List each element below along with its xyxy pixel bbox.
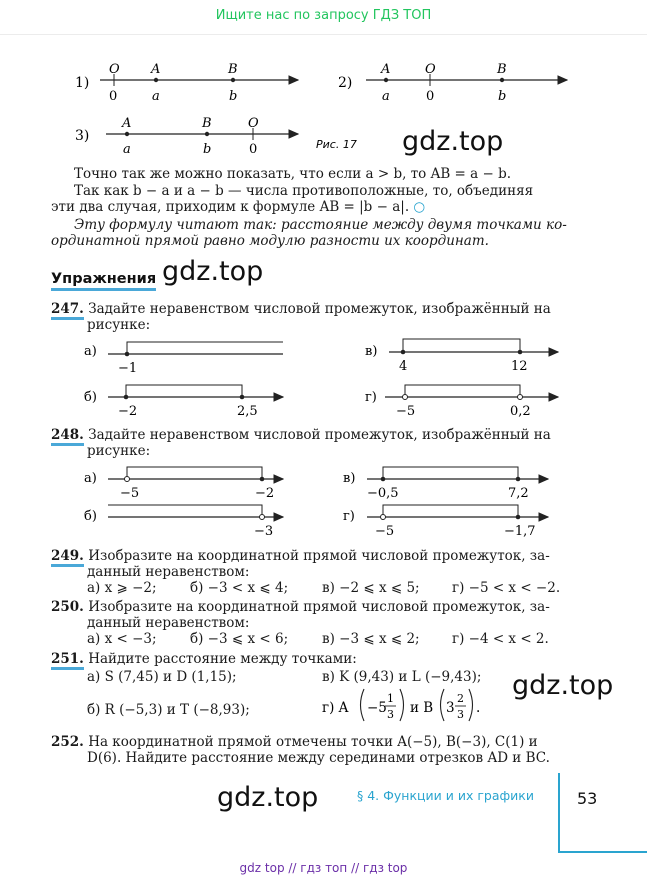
ex247-b-label: б) bbox=[84, 390, 97, 405]
ex251-g bbox=[320, 683, 490, 729]
ex247-v-label: в) bbox=[365, 344, 378, 359]
svg-text:.: . bbox=[476, 700, 481, 716]
number-line-1 bbox=[75, 62, 298, 104]
ex251-g-a-int: −5 bbox=[367, 700, 387, 716]
ex248-v-tick1: −0,5 bbox=[367, 486, 399, 501]
ex248-b-label: б) bbox=[84, 509, 97, 524]
ex251-g-mid: и B bbox=[410, 700, 434, 716]
top-banner-text: Ищите нас по запросу ГДЗ ТОП bbox=[215, 8, 432, 23]
ex250-g: г) −4 < x < 2. bbox=[452, 631, 549, 647]
page-number-frame bbox=[558, 773, 647, 853]
line-2-A: A bbox=[381, 62, 391, 77]
exercise-249-text2: данный неравенством: bbox=[87, 564, 250, 580]
figure-caption: Рис. 17 bbox=[316, 138, 357, 151]
ex248-v-tick2: 7,2 bbox=[508, 486, 529, 501]
line-1-B: B bbox=[228, 62, 238, 77]
section-title: Упражнения bbox=[51, 270, 156, 291]
line-1-a: a bbox=[152, 89, 160, 104]
line-2-number: 2) bbox=[338, 75, 353, 91]
ex247-g-tick1: −5 bbox=[396, 404, 416, 419]
line-3-a: a bbox=[123, 142, 131, 157]
watermark: gdz.top bbox=[512, 670, 614, 701]
exercise-251-text1: Найдите расстояние между точками: bbox=[88, 651, 357, 667]
ex251-g-prefix: г) A bbox=[322, 700, 349, 716]
exercise-249-number: 249. bbox=[51, 548, 84, 567]
ex249-g: г) −5 < x < −2. bbox=[452, 580, 561, 596]
exercise-252-number: 252. bbox=[51, 734, 84, 750]
line-1-O: O bbox=[109, 62, 120, 77]
ex247-b-tick2: 2,5 bbox=[237, 404, 258, 419]
line-1-b: b bbox=[229, 89, 238, 104]
ex248-v-label: в) bbox=[343, 471, 356, 486]
ex250-v: в) −3 ⩽ x ⩽ 2; bbox=[322, 631, 420, 647]
paragraph-2a: Так как b − a и a − b — числа противоположные, то, объединяя bbox=[74, 183, 534, 199]
ex247-g-label: г) bbox=[365, 390, 377, 405]
ex251-v: в) K (9,43) и L (−9,43); bbox=[322, 669, 482, 685]
line-2-B: B bbox=[497, 62, 507, 77]
ex247-a-label: а) bbox=[84, 344, 97, 359]
ex250-b: б) −3 ⩽ x < 6; bbox=[190, 631, 289, 647]
line-2-O: O bbox=[425, 62, 436, 77]
ex251-g-b-den: 3 bbox=[457, 708, 464, 721]
ex251-g-a-num: 1 bbox=[387, 692, 394, 705]
exercise-252-text1: На координатной прямой отмечены точки A(−5), B(−3), C(1) и bbox=[88, 734, 538, 750]
ex251-a: а) S (7,45) и D (1,15); bbox=[87, 669, 237, 685]
exercise-248-text2: рисунке: bbox=[87, 443, 151, 459]
line-1-number: 1) bbox=[75, 75, 90, 91]
exercise-250-text1: Изобразите на координатной прямой числовой промежуток, за- bbox=[88, 599, 550, 615]
line-3-A: A bbox=[122, 116, 132, 131]
exercise-249 bbox=[51, 548, 581, 565]
exercise-252 bbox=[51, 734, 581, 751]
exercise-247 bbox=[51, 301, 581, 318]
section-footer: § 4. Функции и их графики bbox=[357, 788, 534, 803]
exercise-250-number: 250. bbox=[51, 599, 84, 615]
exercise-250-text2: данный неравенством: bbox=[87, 615, 250, 631]
line-3-b: b bbox=[203, 142, 212, 157]
ex251-b: б) R (−5,3) и T (−8,93); bbox=[87, 702, 250, 718]
line-3-zero: 0 bbox=[249, 142, 258, 157]
top-banner bbox=[0, 0, 647, 35]
paragraph-1: Точно так же можно показать, что если a > b, то AB = a − b. bbox=[74, 166, 512, 182]
ex251-g-b-num: 2 bbox=[457, 692, 464, 705]
line-3-B: B bbox=[202, 116, 212, 131]
line-3-number: 3) bbox=[75, 128, 90, 144]
watermark: gdz.top bbox=[162, 256, 264, 287]
ex248-g-label: г) bbox=[343, 509, 355, 524]
ex251-g-b-int: 3 bbox=[446, 700, 455, 716]
end-of-proof-icon: ○ bbox=[413, 199, 426, 215]
exercise-247-number: 247. bbox=[51, 301, 84, 320]
ex248-g-tick2: −1,7 bbox=[504, 524, 536, 539]
ex247-a-tick: −1 bbox=[118, 361, 138, 376]
ex251-g-a-den: 3 bbox=[387, 708, 394, 721]
watermark: gdz.top bbox=[217, 782, 319, 813]
ex249-v: в) −2 ⩽ x ⩽ 5; bbox=[322, 580, 420, 596]
ex247-b-tick1: −2 bbox=[118, 404, 138, 419]
exercise-248-number: 248. bbox=[51, 427, 84, 446]
line-3-O: O bbox=[248, 116, 259, 131]
exercise-249-text1: Изобразите на координатной прямой числовой промежуток, за- bbox=[88, 548, 550, 564]
exercise-248-figures bbox=[80, 458, 570, 542]
ex248-a-tick1: −5 bbox=[120, 486, 140, 501]
ex247-v-tick2: 12 bbox=[511, 359, 528, 374]
page-number: 53 bbox=[577, 789, 598, 808]
line-2-b: b bbox=[498, 89, 507, 104]
exercise-252-text2: D(6). Найдите расстояние между серединами отрезков AD и BC. bbox=[87, 750, 550, 766]
exercise-247-figures bbox=[80, 330, 570, 422]
ex249-a: а) x ⩾ −2; bbox=[87, 580, 157, 596]
ex248-a-tick2: −2 bbox=[255, 486, 275, 501]
exercise-251 bbox=[51, 651, 581, 668]
line-2-a: a bbox=[382, 89, 390, 104]
bottom-links[interactable]: gdz top // гдз топ // гдз top bbox=[239, 861, 408, 875]
exercise-248-text1: Задайте неравенством числовой промежуток, изображённый на bbox=[88, 427, 551, 443]
line-2-zero: 0 bbox=[426, 89, 435, 104]
exercise-247-text1: Задайте неравенством числовой промежуток, изображённый на bbox=[88, 301, 551, 317]
line-1-zero: 0 bbox=[109, 89, 118, 104]
ex247-v-tick1: 4 bbox=[399, 359, 408, 374]
number-line-2 bbox=[338, 62, 567, 104]
line-1-A: A bbox=[151, 62, 161, 77]
ex249-b: б) −3 < x ⩽ 4; bbox=[190, 580, 289, 596]
exercise-250 bbox=[51, 599, 581, 616]
ex248-a-label: а) bbox=[84, 471, 97, 486]
ex250-a: а) x < −3; bbox=[87, 631, 157, 647]
paragraph-3b: ординатной прямой равно модулю разности их координат. bbox=[51, 233, 489, 249]
exercise-248 bbox=[51, 427, 581, 444]
paragraph-2b-text: эти два случая, приходим к формуле AB = |b − a|. bbox=[51, 199, 410, 215]
ex248-g-tick1: −5 bbox=[375, 524, 395, 539]
exercise-251-number: 251. bbox=[51, 651, 84, 670]
exercise-247-text2: рисунке: bbox=[87, 317, 151, 333]
number-line-3 bbox=[75, 116, 298, 157]
figure-17 bbox=[70, 58, 590, 158]
ex248-b-tick: −3 bbox=[254, 524, 274, 539]
ex247-g-tick2: 0,2 bbox=[510, 404, 531, 419]
watermark: gdz.top bbox=[402, 126, 504, 157]
paragraph-3a: Эту формулу читают так: расстояние между двумя точками ко- bbox=[74, 217, 567, 233]
paragraph-2b bbox=[51, 199, 571, 216]
